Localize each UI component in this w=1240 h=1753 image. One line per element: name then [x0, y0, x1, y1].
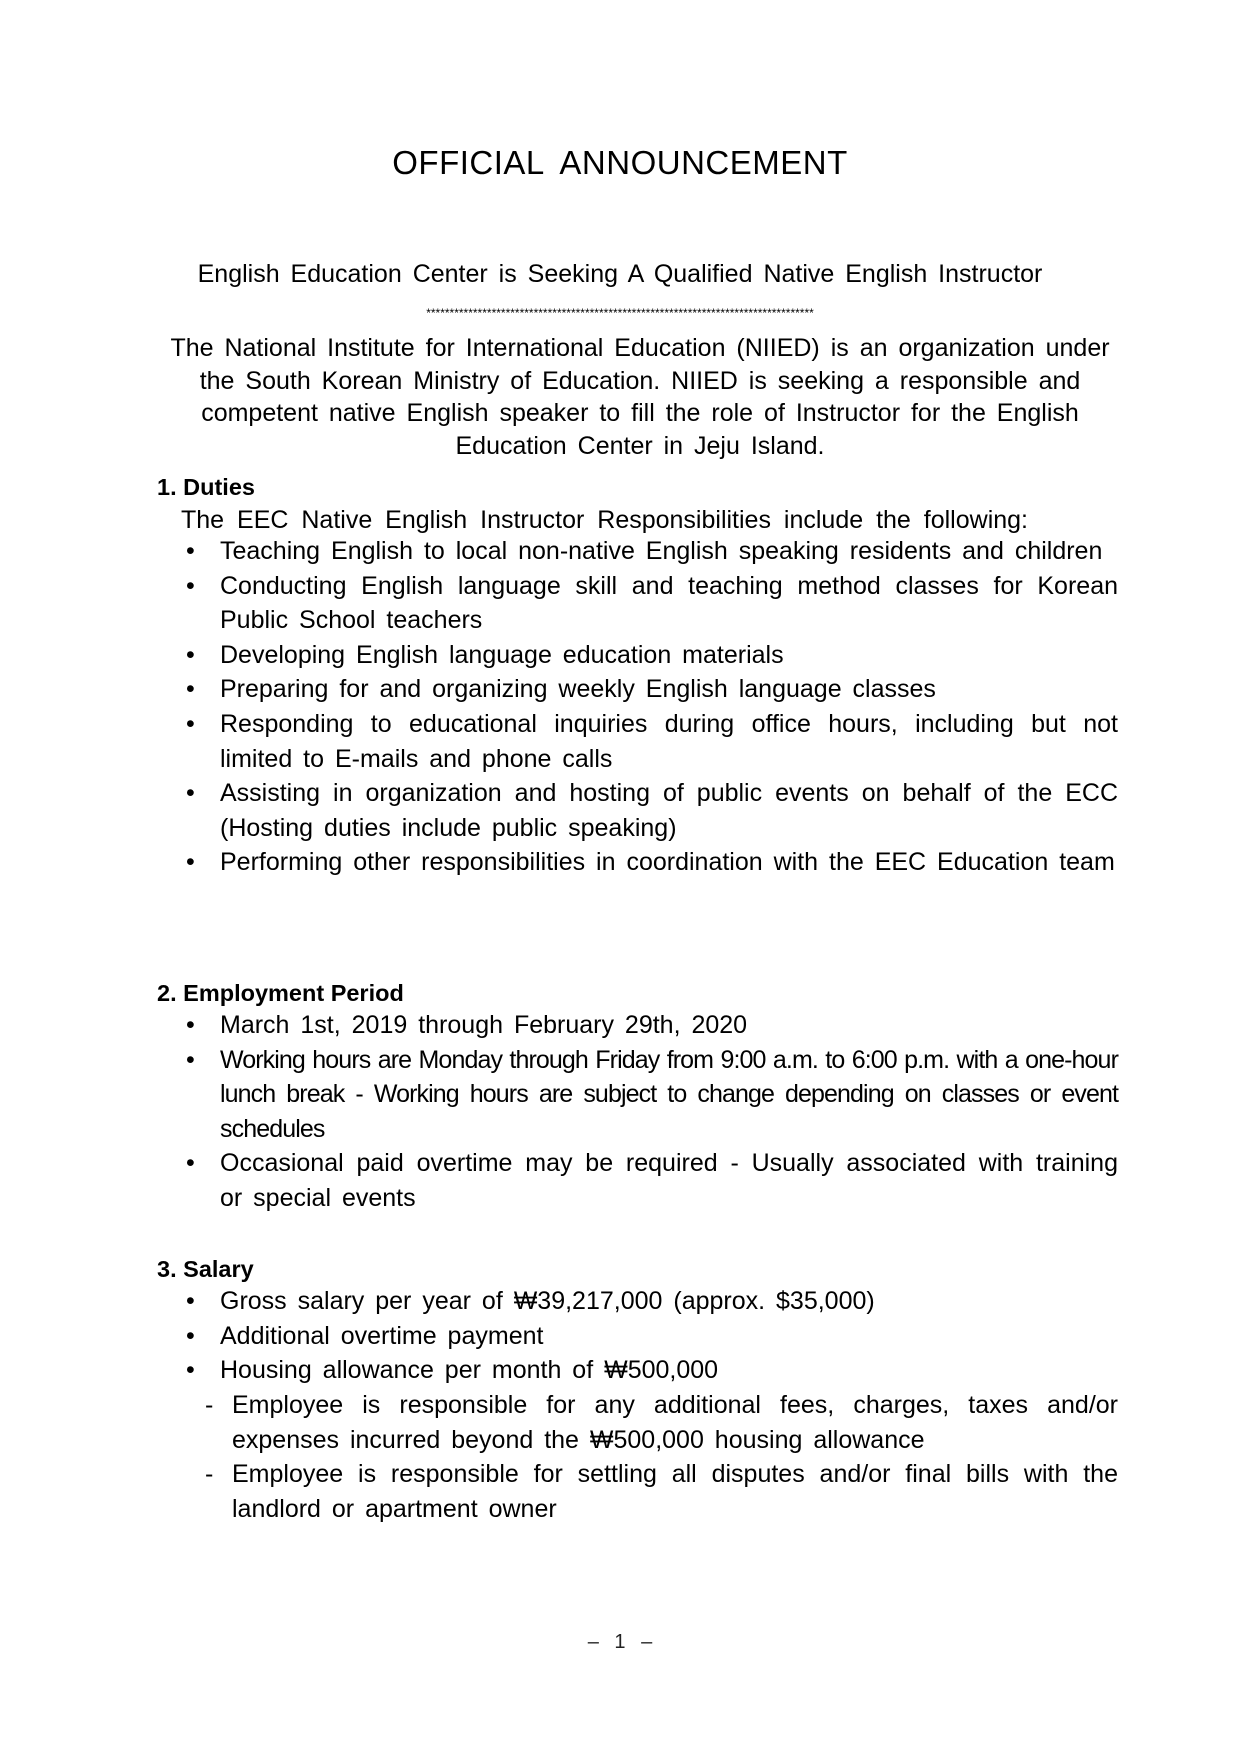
- bullet-icon: •: [186, 640, 195, 669]
- dash-icon: -: [205, 1460, 214, 1489]
- list-item: • Assisting in organization and hosting of public events on behalf of the ECC (Hosting duties include public speaking): [180, 776, 1118, 845]
- bullet-icon: •: [186, 779, 195, 808]
- list-item: • Additional overtime payment: [180, 1319, 1118, 1354]
- page-number: – 1 –: [587, 1631, 653, 1653]
- section-title: Salary: [183, 1256, 254, 1282]
- list-item: • Housing allowance per month of ₩500,000: [180, 1353, 1118, 1388]
- bullet-icon: •: [186, 1321, 195, 1350]
- employment-period-list: [180, 1008, 1118, 1216]
- housing-conditions-list: [202, 1388, 1118, 1526]
- list-item: - Employee is responsible for settling all disputes and/or final bills with the landlord or apartment owner: [202, 1457, 1118, 1526]
- list-item: • Performing other responsibilities in coordination with the EEC Education team: [180, 845, 1118, 880]
- bullet-icon: •: [186, 1287, 195, 1315]
- bullet-icon: •: [186, 571, 195, 600]
- intro-paragraph: The National Institute for International Education (NIIED) is an organization under the South Korean Ministry of Education. NIIED is seeking a responsible and competent native English speaker to fill the role of Instructor for the English Education Center in Jeju Island.: [170, 334, 1110, 460]
- document-subtitle: English Education Center is Seeking A Qualified Native English Instructor: [197, 260, 1043, 288]
- bullet-icon: •: [186, 709, 195, 738]
- list-item: • Conducting English language skill and teaching method classes for Korean Public School teachers: [180, 569, 1118, 638]
- section-title: Employment Period: [183, 980, 404, 1006]
- bullet-icon: •: [186, 848, 195, 877]
- bullet-icon: •: [186, 1011, 195, 1039]
- section-title: Duties: [183, 474, 255, 500]
- bullet-icon: •: [186, 537, 195, 565]
- document-title: OFFICIAL ANNOUNCEMENT: [392, 144, 848, 181]
- list-item: • Responding to educational inquiries during office hours, including but not limited to E-mails and phone calls: [180, 707, 1118, 776]
- bullet-icon: •: [186, 1356, 195, 1385]
- section-heading-salary: [157, 1254, 254, 1284]
- section-number: 2.: [157, 980, 177, 1006]
- list-item: • Preparing for and organizing weekly English language classes: [180, 672, 1118, 707]
- dash-icon: -: [205, 1391, 214, 1419]
- section-heading-employment-period: [157, 978, 404, 1008]
- list-item: • Occasional paid overtime may be required - Usually associated with training or special events: [180, 1146, 1118, 1215]
- list-item: • March 1st, 2019 through February 29th, 2020: [180, 1008, 1118, 1043]
- duties-lead-text: The EEC Native English Instructor Responsibilities include the following:: [181, 506, 1028, 534]
- duties-list: [180, 534, 1118, 880]
- section-heading-duties: [157, 472, 255, 502]
- salary-list: [180, 1284, 1118, 1388]
- bullet-icon: •: [186, 1149, 195, 1178]
- bullet-icon: •: [186, 675, 195, 704]
- list-item: • Working hours are Monday through Friday from 9:00 a.m. to 6:00 p.m. with a one-hour lunch break - Working hours are subject to change depending on classes or event schedules: [180, 1043, 1118, 1147]
- bullet-icon: •: [186, 1045, 194, 1074]
- list-item: • Gross salary per year of ₩39,217,000 (approx. $35,000): [180, 1284, 1118, 1319]
- section-number: 3.: [157, 1256, 177, 1282]
- list-item: • Teaching English to local non-native English speaking residents and children: [180, 534, 1118, 569]
- section-number: 1.: [157, 474, 177, 500]
- list-item: - Employee is responsible for any additional fees, charges, taxes and/or expenses incurred beyond the ₩500,000 housing allowance: [202, 1388, 1118, 1457]
- list-item: • Developing English language education materials: [180, 638, 1118, 673]
- separator-line: ***********************************************************************************: [426, 306, 814, 320]
